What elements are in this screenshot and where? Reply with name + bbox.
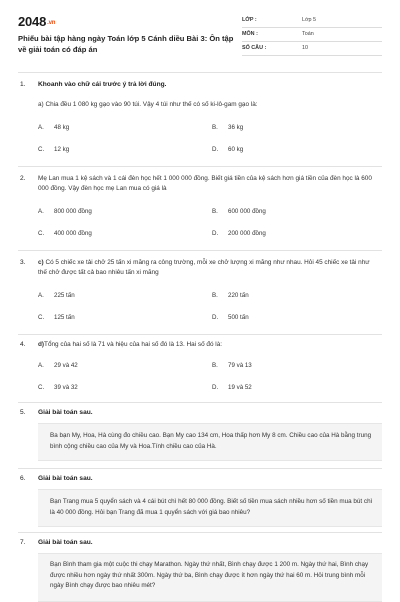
divider: [18, 334, 382, 335]
option-letter: D.: [212, 314, 219, 321]
meta-label: LỚP :: [242, 17, 257, 23]
option-d[interactable]: [212, 314, 249, 321]
problem-text: Bạn Bình tham gia một cuộc thi chạy Marathon. Ngày thứ nhất, Bình chạy được 1 200 m. Ngày thứ hai, Bình chạy được nhiều hơn ngày thứ nhất 300m. Ngày thứ ba, Bình chạy được ít hơn ngày thứ hai 60 m. Hỏi trung bình mỗi ngày Bình chạy được bao nhiêu mét?: [50, 561, 369, 589]
meta-label: MÔN :: [242, 31, 258, 37]
question-3: [18, 258, 382, 330]
question-text: [38, 258, 380, 278]
meta-label: SỐ CÂU :: [242, 45, 267, 51]
option-text: 200 000 đồng: [228, 230, 266, 237]
option-a[interactable]: [38, 208, 92, 215]
option-letter: C.: [38, 146, 45, 153]
option-d[interactable]: [212, 146, 243, 153]
question-2: [18, 174, 382, 246]
divider: [18, 166, 382, 167]
option-text: 225 tấn: [54, 292, 75, 299]
question-title: Giải bài toán sau.: [38, 539, 93, 546]
option-a[interactable]: [38, 124, 69, 131]
question-body: Tổng của hai số là 71 và hiệu của hai số đó là 13. Hai số đó là:: [44, 341, 223, 348]
problem-box: [38, 553, 382, 602]
option-c[interactable]: [38, 314, 75, 321]
option-b[interactable]: [212, 292, 249, 299]
option-letter: B.: [212, 124, 218, 131]
meta-row-count: [242, 42, 382, 56]
option-letter: D.: [212, 384, 219, 391]
question-text: Mẹ Lan mua 1 kệ sách và 1 cái đèn học hết 1 000 000 đồng. Biết giá tiền của kệ sách hơn giá tiền của đèn học là 600 000 đồng. Vậy đèn học mẹ Lan mua có giá là: [38, 175, 372, 192]
question-title: Giải bài toán sau.: [38, 409, 93, 416]
question-text: [38, 340, 380, 350]
question-number: 1.: [20, 81, 26, 88]
option-text: 48 kg: [54, 124, 70, 131]
logo-number: 2048: [18, 14, 47, 29]
option-letter: B.: [212, 362, 218, 369]
option-letter: D.: [212, 230, 219, 237]
option-text: 36 kg: [228, 124, 244, 131]
option-text: 19 và 52: [228, 384, 252, 391]
option-text: 29 và 42: [54, 362, 78, 369]
option-c[interactable]: [38, 384, 78, 391]
meta-row-subject: [242, 28, 382, 42]
question-number: 4.: [20, 341, 26, 348]
divider: [18, 468, 382, 469]
option-d[interactable]: [212, 230, 266, 237]
option-b[interactable]: [212, 208, 266, 215]
question-6: [18, 474, 382, 530]
option-letter: B.: [212, 208, 218, 215]
question-prefix: c): [38, 259, 44, 266]
option-text: 60 kg: [228, 146, 244, 153]
question-body: Có 5 chiếc xe tải chở 25 tấn xi măng ra công trường, mỗi xe chở lượng xi măng như nhau. Hỏi 45 chiếc xe tải như thế chở được tất cả bao nhiêu tấn xi măng: [38, 259, 370, 276]
option-d[interactable]: [212, 384, 252, 391]
option-text: 125 tấn: [54, 314, 75, 321]
problem-text: Bạn Trang mua 5 quyển sách và 4 cái bút chì hết 80 000 đồng. Biết số tiền mua sách nhiều hơn số tiền mua bút chì là 40 000 đồng. Hỏi bạn Trang đã mua 1 quyển sách với giá bao nhiêu?: [50, 498, 373, 516]
option-letter: C.: [38, 314, 45, 321]
question-number: 7.: [20, 539, 26, 546]
site-logo[interactable]: [18, 14, 55, 29]
option-c[interactable]: [38, 230, 92, 237]
question-title: Giải bài toán sau.: [38, 475, 93, 482]
meta-row-class: [242, 14, 382, 28]
option-text: 800 000 đồng: [54, 208, 92, 215]
problem-text: Ba bạn My, Hoa, Hà cùng đo chiều cao. Bạn My cao 134 cm, Hoa thấp hơn My 8 cm. Chiều cao của Hà bằng trung bình cộng chiều cao của My và Hoa.Tính chiều cao của Hà.: [50, 432, 372, 450]
option-text: 79 và 13: [228, 362, 252, 369]
option-a[interactable]: [38, 292, 75, 299]
option-a[interactable]: [38, 362, 78, 369]
meta-value: 10: [302, 45, 308, 51]
question-7: [18, 538, 382, 600]
option-letter: A.: [38, 362, 44, 369]
question-4: [18, 340, 382, 400]
question-number: 2.: [20, 175, 26, 182]
question-5: [18, 408, 382, 464]
option-letter: A.: [38, 124, 44, 131]
option-c[interactable]: [38, 146, 69, 153]
meta-table: [242, 14, 382, 56]
option-text: 12 kg: [54, 146, 70, 153]
worksheet-title: Phiếu bài tập hàng ngày Toán lớp 5 Cánh diều Bài 3: Ôn tập về giải toán có đáp án: [18, 34, 234, 54]
option-letter: A.: [38, 208, 44, 215]
question-number: 6.: [20, 475, 26, 482]
option-b[interactable]: [212, 124, 243, 131]
option-letter: B.: [212, 292, 218, 299]
option-text: 500 tấn: [228, 314, 249, 321]
option-text: 600 000 đồng: [228, 208, 266, 215]
question-sub: a) Chia đều 1 080 kg gạo vào 90 túi. Vậy 4 túi như thế có số ki-lô-gam gạo là:: [38, 101, 258, 108]
meta-value: Lớp 5: [302, 17, 317, 23]
option-letter: A.: [38, 292, 44, 299]
problem-box: [38, 489, 382, 527]
option-letter: C.: [38, 230, 45, 237]
question-number: 5.: [20, 409, 26, 416]
divider: [18, 532, 382, 533]
meta-value: Toán: [302, 31, 314, 37]
question-number: 3.: [20, 259, 26, 266]
divider: [18, 402, 382, 403]
problem-box: [38, 423, 382, 461]
question-prefix: d): [38, 341, 45, 348]
option-text: 220 tấn: [228, 292, 249, 299]
worksheet-header: [18, 14, 382, 64]
option-letter: D.: [212, 146, 219, 153]
logo-tld: .vn: [47, 20, 56, 26]
question-1: [18, 80, 382, 160]
option-text: 39 và 32: [54, 384, 78, 391]
option-letter: C.: [38, 384, 45, 391]
divider: [18, 72, 382, 73]
question-title: Khoanh vào chữ cái trước ý trả lời đúng.: [38, 81, 167, 88]
divider: [18, 250, 382, 251]
option-text: 400 000 đồng: [54, 230, 92, 237]
option-b[interactable]: [212, 362, 252, 369]
